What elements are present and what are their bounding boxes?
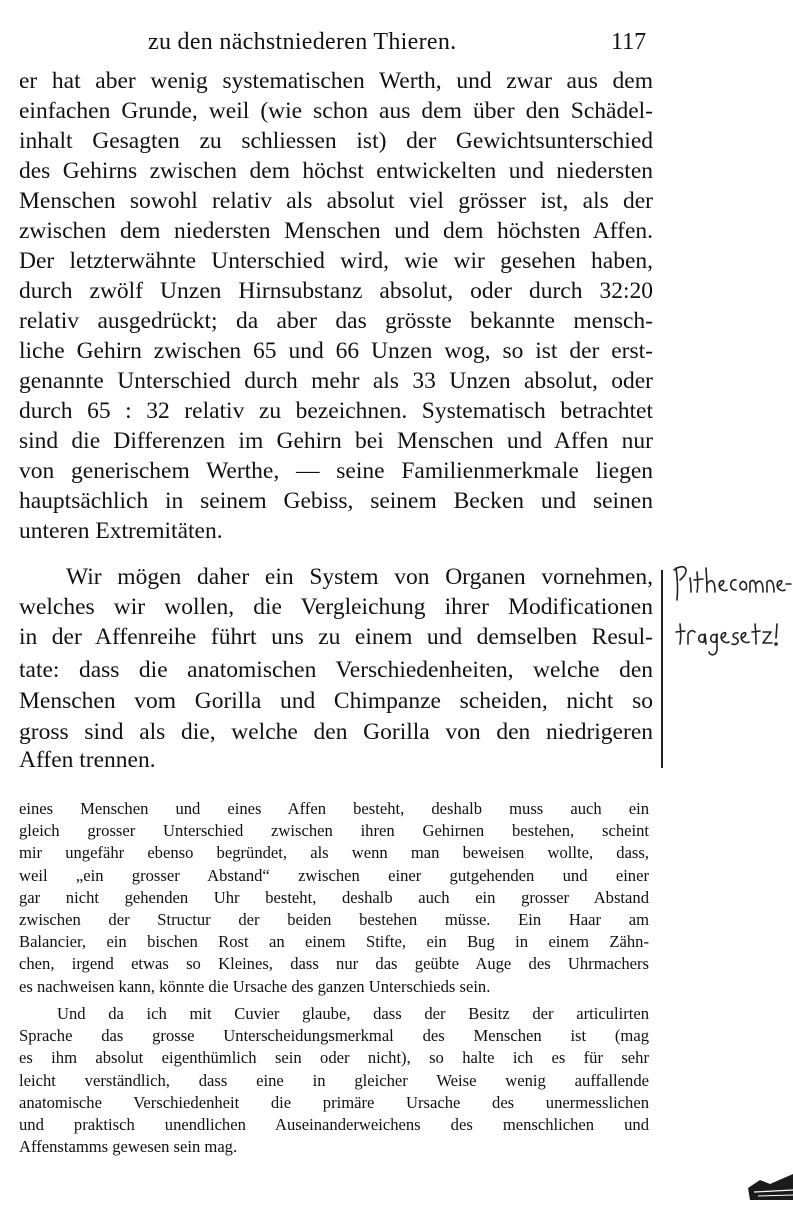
body-line: welches wir wollen, die Vergleichung ihrer Modificationen: [19, 594, 653, 620]
footnote-line: Und da ich mit Cuvier glaube, dass der Besitz der articulirten: [57, 1004, 649, 1023]
footnote-line: es ihm absolut eigenthümlich sein oder nicht), so halte ich es für sehr: [19, 1048, 649, 1067]
body-line: gross sind als die, welche den Gorilla von den niedrigeren: [19, 719, 653, 745]
body-line: Affen trennen.: [19, 747, 156, 773]
body-line: durch 65 : 32 relativ zu bezeichnen. Systematisch betrachtet: [19, 398, 653, 424]
body-line: relativ ausgedrückt; da aber das grösste bekannte mensch-: [19, 308, 653, 334]
footnote-line: zwischen der Structur der beiden bestehen müsse. Ein Haar am: [19, 910, 649, 929]
footnote-line: eines Menschen und eines Affen besteht, deshalb muss auch ein: [19, 799, 649, 818]
footnote-line: leicht verständlich, dass eine in gleicher Weise wenig auffallende: [19, 1071, 649, 1090]
body-line: in der Affenreihe führt uns zu einem und demselben Resul-: [19, 624, 653, 650]
footnote-line: Balancier, ein bischen Rost an einem Stifte, ein Bug in einem Zähn-: [19, 932, 649, 951]
body-line: sind die Differenzen im Gehirn bei Menschen und Affen nur: [19, 428, 653, 454]
footnote-separator: [19, 780, 653, 781]
footnote-line: Affenstamms gewesen sein mag.: [19, 1137, 238, 1156]
body-line: Menschen vom Gorilla und Chimpanze scheiden, nicht so: [19, 688, 653, 714]
footnote-line: anatomische Verschiedenheit die primäre Ursache des unermesslichen: [19, 1093, 649, 1112]
body-line: Wir mögen daher ein System von Organen vornehmen,: [66, 564, 653, 590]
body-line: tate: dass die anatomischen Verschiedenheiten, welche den: [19, 657, 653, 683]
footnote-line: und praktisch unendlichen Auseinanderweichens des menschlichen und: [19, 1115, 649, 1134]
body-line: einfachen Grunde, weil (wie schon aus dem über den Schädel-: [19, 98, 653, 124]
body-line: inhalt Gesagten zu schliessen ist) der Gewichtsunterschied: [19, 128, 653, 154]
running-title: zu den nächstniederen Thieren.: [148, 29, 457, 55]
scan-edge-mark: [740, 1150, 793, 1200]
body-line: unteren Extremitäten.: [19, 518, 223, 544]
body-line: von generischem Werthe, — seine Familienmerkmale liegen: [19, 458, 653, 484]
body-line: Der letzterwähnte Unterschied wird, wie wir gesehen haben,: [19, 248, 653, 274]
body-line: des Gehirns zwischen dem höchst entwickelten und niedersten: [19, 158, 653, 184]
footnote-line: chen, irgend etwas so Kleines, dass nur das geübte Auge des Uhrmachers: [19, 954, 649, 973]
footnote-line: es nachweisen kann, könnte die Ursache des ganzen Unterschieds sein.: [19, 977, 491, 996]
body-line: genannte Unterschied durch mehr als 33 Unzen absolut, oder: [19, 368, 653, 394]
footnote-line: weil „ein grosser Abstand“ zwischen einer gutgehenden und einer: [19, 866, 649, 885]
handwritten-margin-note: [670, 560, 792, 660]
footnote-line: gar nicht gehenden Uhr besteht, deshalb auch ein grosser Abstand: [19, 888, 649, 907]
footnote-line: Sprache das grosse Unterscheidungsmerkmal des Menschen ist (mag: [19, 1026, 649, 1045]
body-line: durch zwölf Unzen Hirnsubstanz absolut, oder durch 32:20: [19, 278, 653, 304]
footnote-line: gleich grosser Unterschied zwischen ihren Gehirnen bestehen, scheint: [19, 821, 649, 840]
footnote-line: mir ungefähr ebenso begründet, als wenn man beweisen wollte, dass,: [19, 843, 649, 862]
body-line: Menschen sowohl relativ als absolut viel grösser ist, als der: [19, 188, 653, 214]
body-line: zwischen dem niedersten Menschen und dem höchsten Affen.: [19, 218, 653, 244]
page-number: 117: [611, 29, 647, 55]
body-line: hauptsächlich in seinem Gebiss, seinem Becken und seinen: [19, 488, 653, 514]
body-line: liche Gehirn zwischen 65 und 66 Unzen wog, so ist der erst-: [19, 338, 653, 364]
body-line: er hat aber wenig systematischen Werth, und zwar aus dem: [19, 68, 653, 94]
margin-annotation-bar: [661, 570, 663, 768]
